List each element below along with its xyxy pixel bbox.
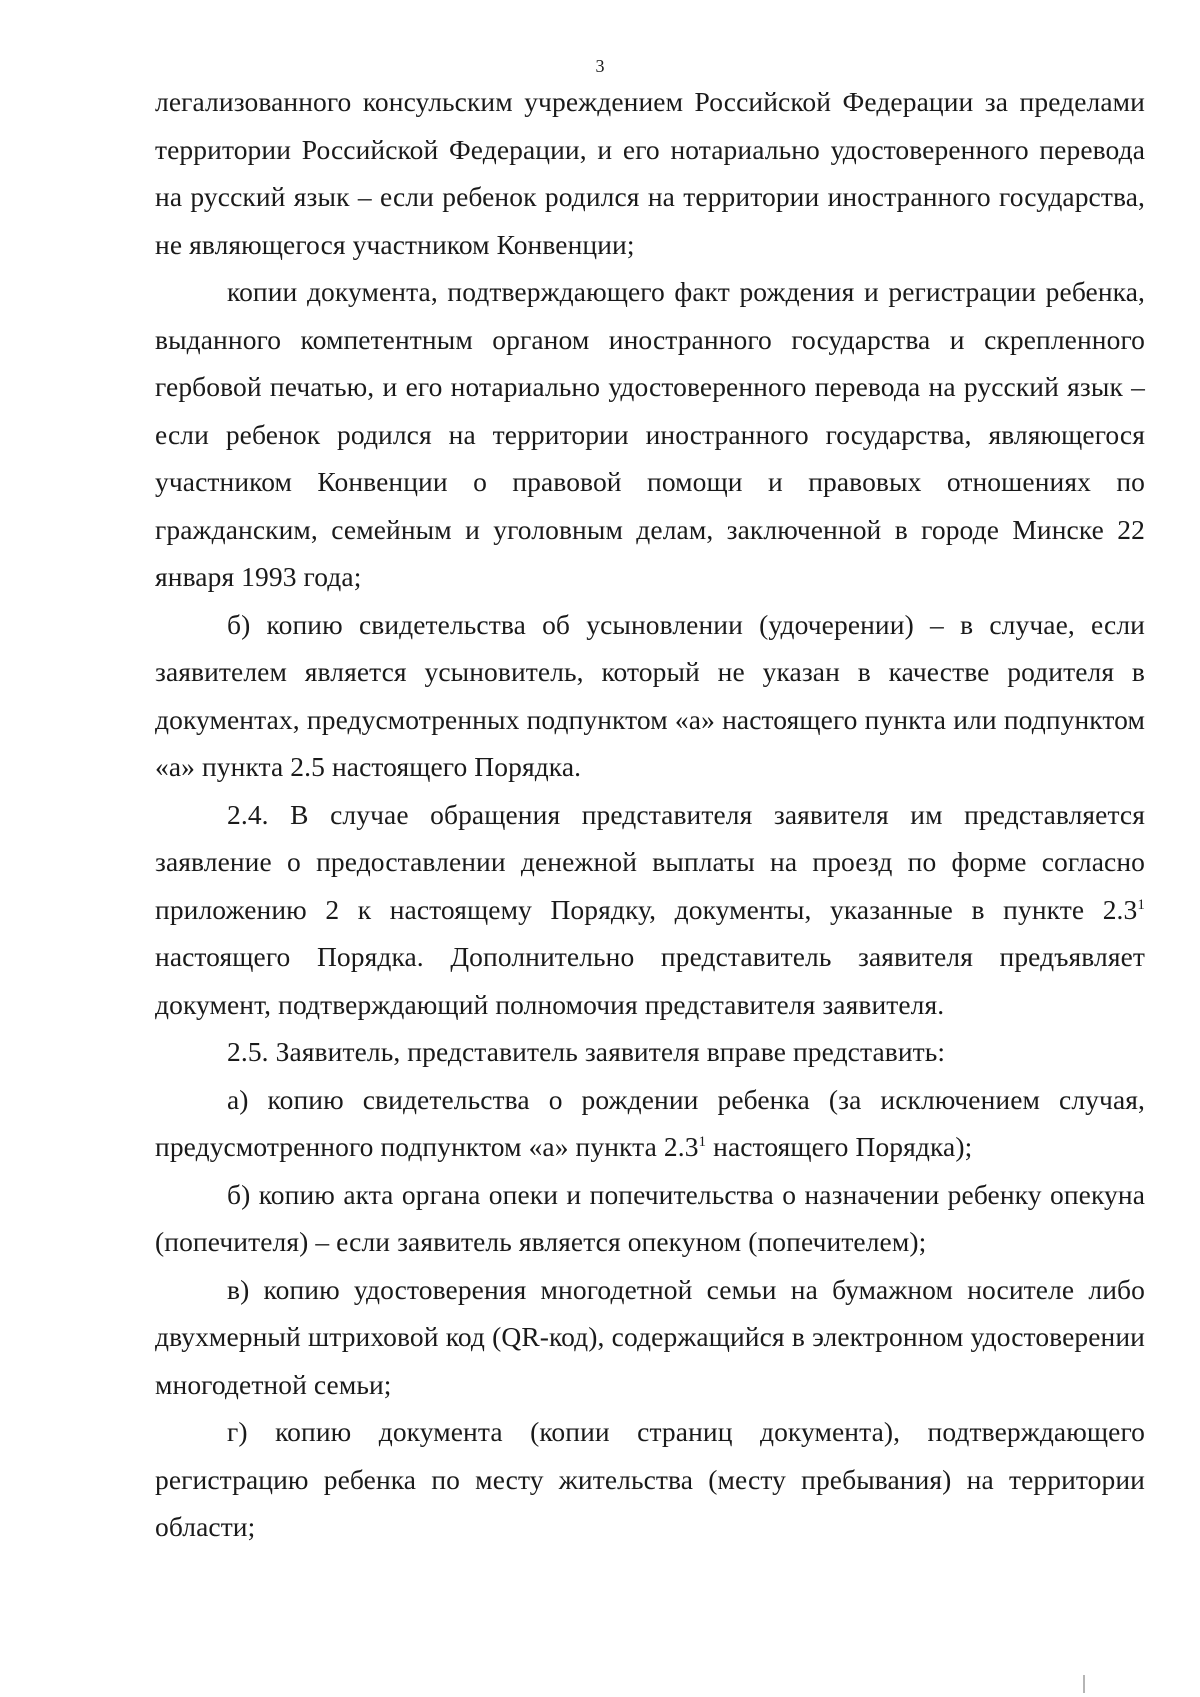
page-number: 3 — [595, 56, 605, 76]
paragraph-item-g-registration: г) копию документа (копии страниц документа), подтверждающего регистрацию ребенка по месту жительства (месту пребывания) на территории области; — [155, 1416, 1145, 1542]
paragraph-item-b-guardianship: б) копию акта органа опеки и попечительства о назначении ребенку опекуна (попечителя) – если заявитель является опекуном (попечителем); — [155, 1178, 1145, 1257]
paragraph-item-a-birth-certificate — [155, 1076, 1145, 1171]
paragraph-2-4-text-part-2: настоящего Порядка. Дополнительно представитель заявителя предъявляет документ, подтверждающий полномочия представителя заявителя. — [155, 941, 1145, 1020]
paragraph-adoption-certificate: б) копию свидетельства об усыновлении (удочерении) – в случае, если заявителем является усыновитель, который не указан в качестве родителя в документах, предусмотренных подпунктом «а» настоящего пункта или подпунктом «а» пункта 2.5 настоящего Порядка. — [155, 608, 1145, 782]
paragraph-item-v-large-family: в) копию удостоверения многодетной семьи на бумажном носителе либо двухмерный штриховой код (QR-код), содержащийся в электронном удостоверении многодетной семьи; — [155, 1273, 1145, 1400]
paragraph-2-5-heading: 2.5. Заявитель, представитель заявителя вправе представить: — [227, 1036, 946, 1067]
superscript-index: 1 — [1137, 896, 1145, 913]
item-a-text-part-2: настоящего Порядка); — [706, 1131, 973, 1162]
scan-edge-mark — [1083, 1675, 1085, 1693]
document-body — [155, 78, 1145, 1551]
paragraph-2-4-representative — [155, 791, 1145, 1029]
superscript-index: 1 — [698, 1133, 707, 1150]
item-a-text-part-1: а) копию свидетельства о рождении ребенка (за исключением случая, предусмотренного подпунктом «а» пункта 2.3 — [155, 1083, 1145, 1162]
paragraph-2-4-text-part-1: 2.4. В случае обращения представителя заявителя им представляется заявление о предоставлении денежной выплаты на проезд по форме согласно приложению 2 к настоящему Порядку, документы, указанные в пункте 2.3 — [155, 798, 1145, 925]
paragraph-birth-document-copies: копии документа, подтверждающего факт рождения и регистрации ребенка, выданного компетентным органом иностранного государства и скрепленного гербовой печатью, и его нотариально удостоверенного перевода на русский язык – если ребенок родился на территории иностранного государства, являющегося участником Конвенции о правовой помощи и правовых отношениях по гражданским, семейным и уголовным делам, заключенной в городе Минске 22 января 1993 года; — [155, 276, 1145, 592]
paragraph-continuation: легализованного консульским учреждением Российской Федерации за пределами территории Российской Федерации, и его нотариально удостоверенного перевода на русский язык – если ребенок родился на территории иностранного государства, не являющегося участником Конвенции; — [155, 86, 1145, 260]
